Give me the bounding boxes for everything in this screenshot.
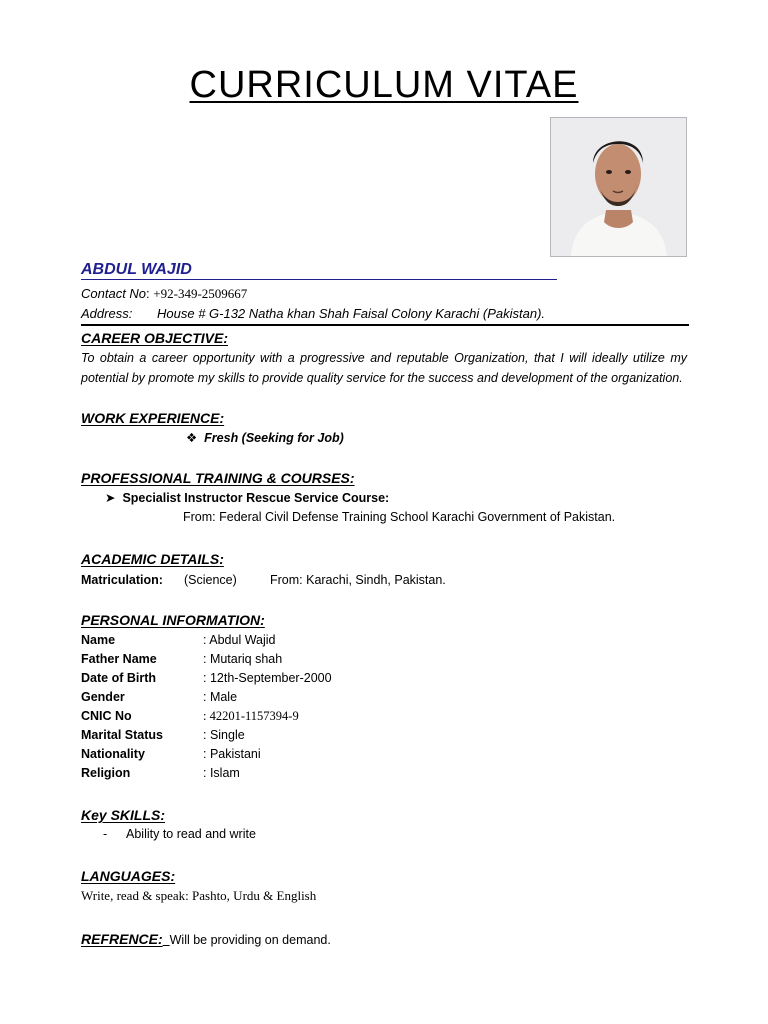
reference-line: [81, 930, 331, 949]
reference-heading: REFRENCE:: [81, 931, 163, 947]
personal-row-father: Father Name : Mutariq shah: [81, 652, 283, 666]
academic-heading: ACADEMIC DETAILS:: [81, 551, 224, 567]
page-title: CURRICULUM VITAE: [189, 64, 579, 106]
personal-row-cnic: CNIC No : 42201-1157394-9: [81, 709, 299, 723]
career-objective-text: To obtain a career opportunity with a progressive and reputable Organization, that I will ideally utilize my potential by promote my skills to provide quality service for the success and development of the organization.: [81, 351, 687, 385]
header-divider: [81, 324, 689, 326]
candidate-name: ABDUL WAJID: [81, 261, 557, 280]
skills-text: Ability to read and write: [126, 827, 256, 841]
contact-line: Contact No: +92-349-2509667: [81, 286, 248, 301]
training-from: From: Federal Civil Defense Training School Karachi Government of Pakistan.: [183, 510, 616, 524]
dash-bullet-icon: -: [103, 827, 108, 841]
address-value: House # G-132 Natha khan Shah Faisal Colony Karachi (Pakistan).: [157, 306, 546, 321]
training-course-name: Specialist Instructor Rescue Service Course:: [122, 491, 390, 505]
diamond-bullet-icon: ❖: [186, 431, 198, 445]
skills-heading: Key SKILLS:: [81, 807, 166, 823]
training-course: [105, 490, 389, 507]
personal-row-gender: Gender : Male: [81, 690, 238, 704]
profile-photo: [550, 117, 687, 257]
address-line: [81, 305, 545, 322]
languages-heading: LANGUAGES:: [81, 868, 176, 884]
personal-row-marital: Marital Status : Single: [81, 728, 245, 742]
personal-info-heading: PERSONAL INFORMATION:: [81, 612, 265, 628]
personal-row-nationality: Nationality : Pakistani: [81, 747, 261, 761]
arrow-bullet-icon: ➤: [105, 491, 116, 505]
personal-row-dob: Date of Birth : 12th-September-2000: [81, 671, 332, 685]
contact-value: +92-349-2509667: [153, 286, 248, 301]
reference-text: Will be providing on demand.: [169, 933, 331, 947]
career-objective-heading: CAREER OBJECTIVE:: [81, 330, 229, 346]
portrait-image: [551, 118, 686, 256]
languages-text: Write, read & speak: Pashto, Urdu & English: [81, 888, 317, 903]
work-experience-text: Fresh (Seeking for Job): [204, 431, 344, 445]
academic-label: Matriculation:: [81, 573, 163, 587]
academic-row: [81, 572, 446, 589]
work-experience-item: [186, 430, 344, 447]
academic-from: From: Karachi, Sindh, Pakistan.: [270, 573, 446, 587]
contact-label: Contact No: [81, 286, 147, 301]
personal-row-religion: Religion : Islam: [81, 766, 240, 780]
skills-item: [103, 826, 256, 843]
academic-stream: (Science): [184, 573, 237, 587]
personal-row-name: Name : Abdul Wajid: [81, 633, 276, 647]
address-label: Address:: [81, 306, 133, 321]
training-heading: PROFESSIONAL TRAINING & COURSES:: [81, 470, 355, 486]
work-experience-heading: WORK EXPERIENCE:: [81, 410, 225, 426]
